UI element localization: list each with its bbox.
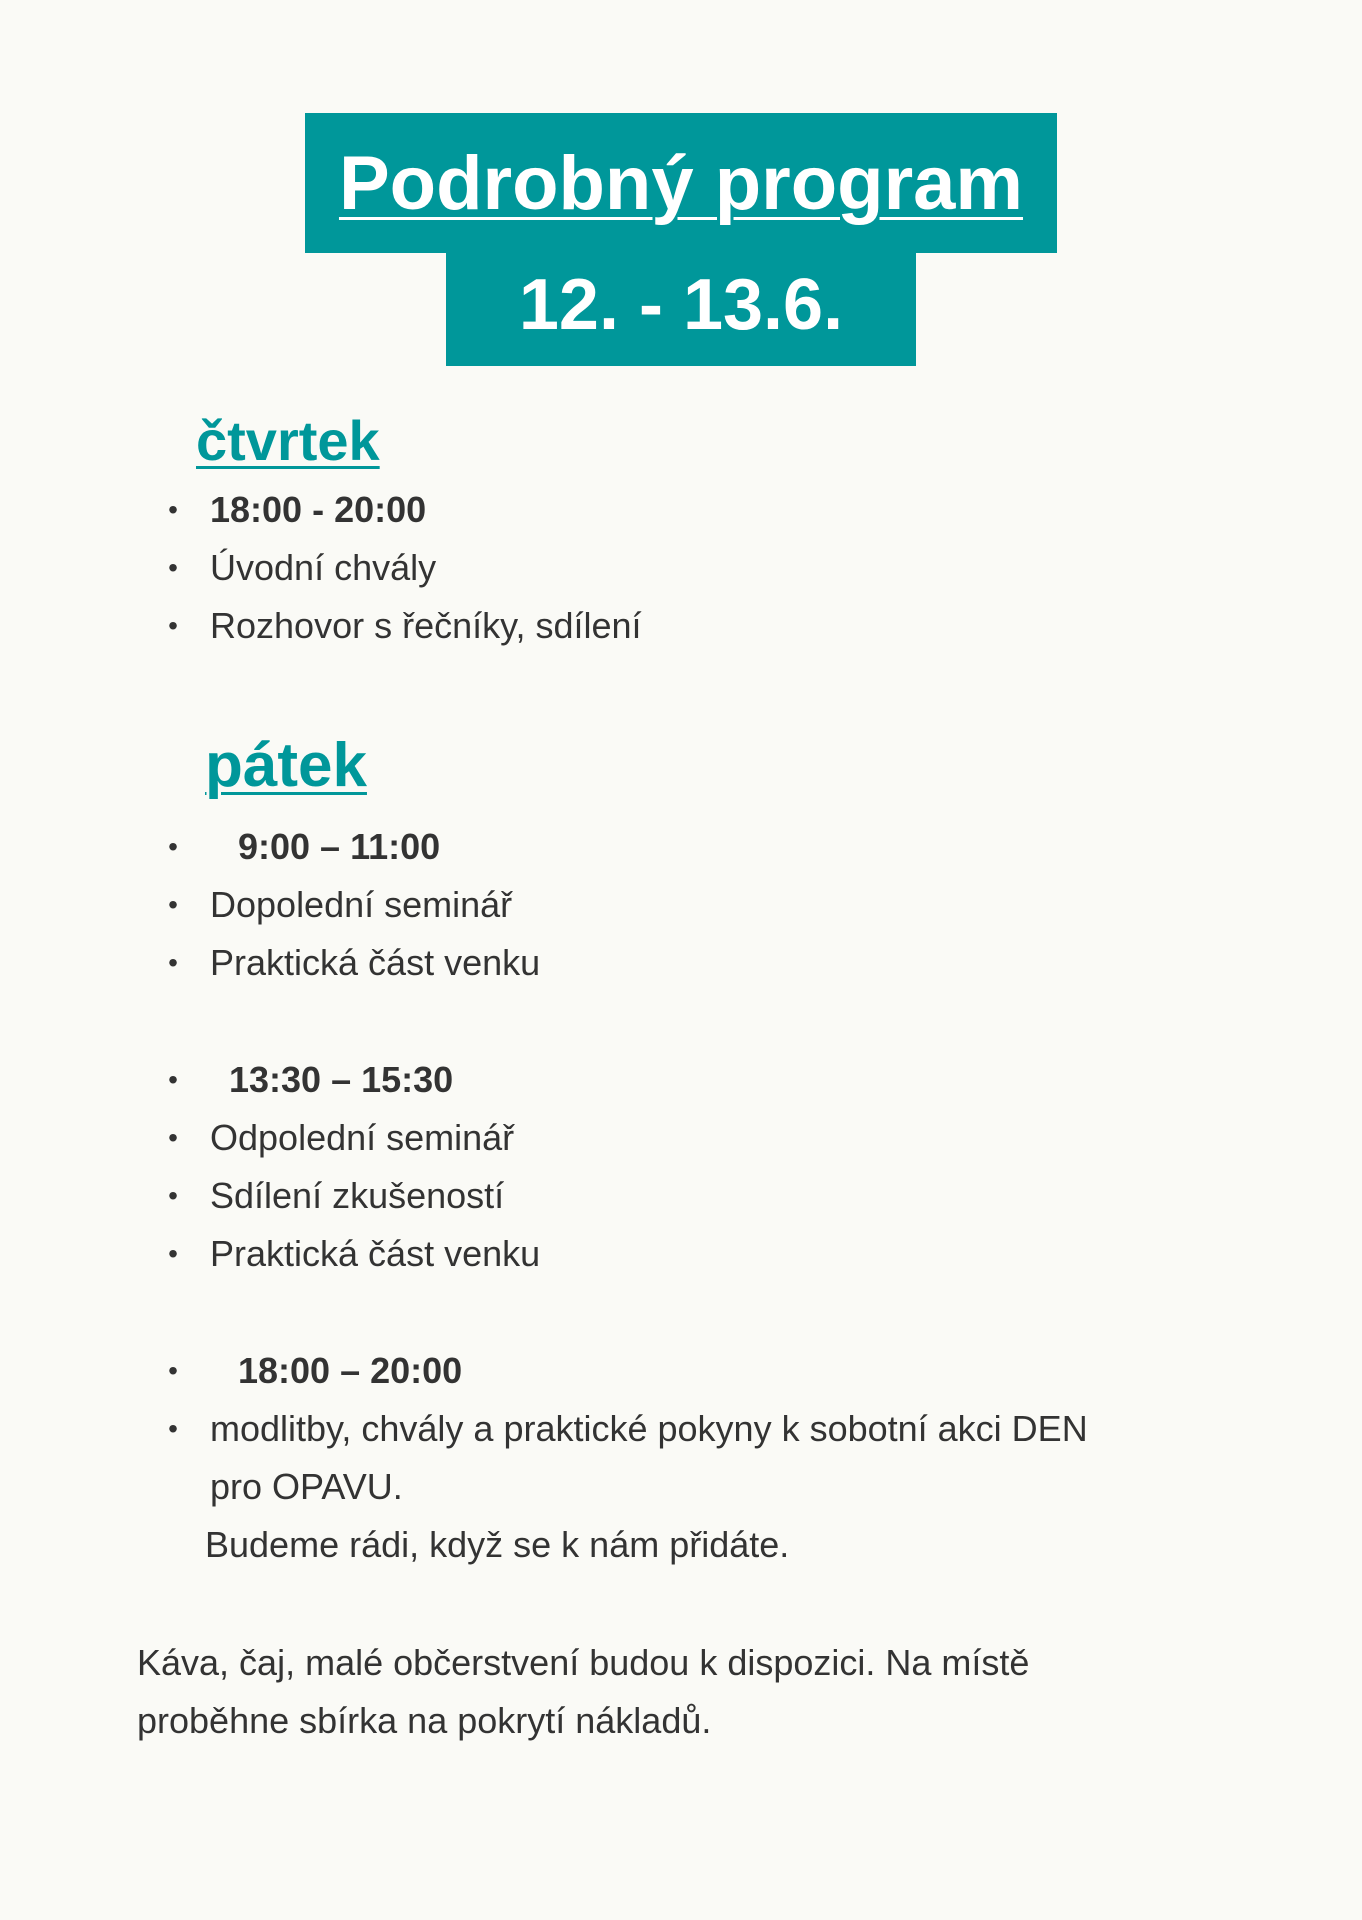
activity: Dopolední seminář — [210, 884, 513, 925]
activity: Praktická část venku — [210, 1233, 541, 1274]
activity: Rozhovor s řečníky, sdílení — [210, 605, 642, 646]
bullet-icon: • — [168, 1355, 178, 1386]
activity-continuation: pro OPAVU. — [210, 1466, 403, 1507]
bullet-icon: • — [168, 494, 178, 525]
bullet-icon: • — [168, 1238, 178, 1269]
time-slot: 18:00 – 20:00 — [238, 1350, 463, 1391]
footer-text-line-2: proběhne sbírka na pokrytí nákladů. — [137, 1700, 712, 1741]
time-slot: 13:30 – 15:30 — [229, 1059, 454, 1100]
day-heading-friday: pátek — [205, 731, 367, 800]
bullet-icon: • — [168, 1180, 178, 1211]
bullet-icon: • — [168, 947, 178, 978]
day-heading-thursday: čtvrtek — [196, 409, 380, 472]
time-slot: 9:00 – 11:00 — [238, 826, 441, 867]
bullet-icon: • — [168, 610, 178, 641]
bullet-icon: • — [168, 1122, 178, 1153]
welcome-note: Budeme rádi, když se k nám přidáte. — [205, 1524, 790, 1565]
bullet-icon: • — [168, 831, 178, 862]
bullet-icon: • — [168, 889, 178, 920]
event-dates: 12. - 13.6. — [518, 265, 844, 345]
activity: Sdílení zkušeností — [210, 1175, 505, 1216]
bullet-icon: • — [168, 1413, 178, 1444]
activity: modlitby, chvály a praktické pokyny k sobotní akci DEN — [210, 1408, 1088, 1449]
activity: Odpolední seminář — [210, 1117, 515, 1158]
activity: Úvodní chvály — [210, 547, 437, 588]
activity: Praktická část venku — [210, 942, 541, 983]
time-slot: 18:00 - 20:00 — [210, 489, 427, 530]
bullet-icon: • — [168, 1064, 178, 1095]
bullet-icon: • — [168, 552, 178, 583]
footer-text-line-1: Káva, čaj, malé občerstvení budou k dispozici. Na místě — [137, 1642, 1030, 1683]
page-title: Podrobný program — [338, 140, 1024, 226]
